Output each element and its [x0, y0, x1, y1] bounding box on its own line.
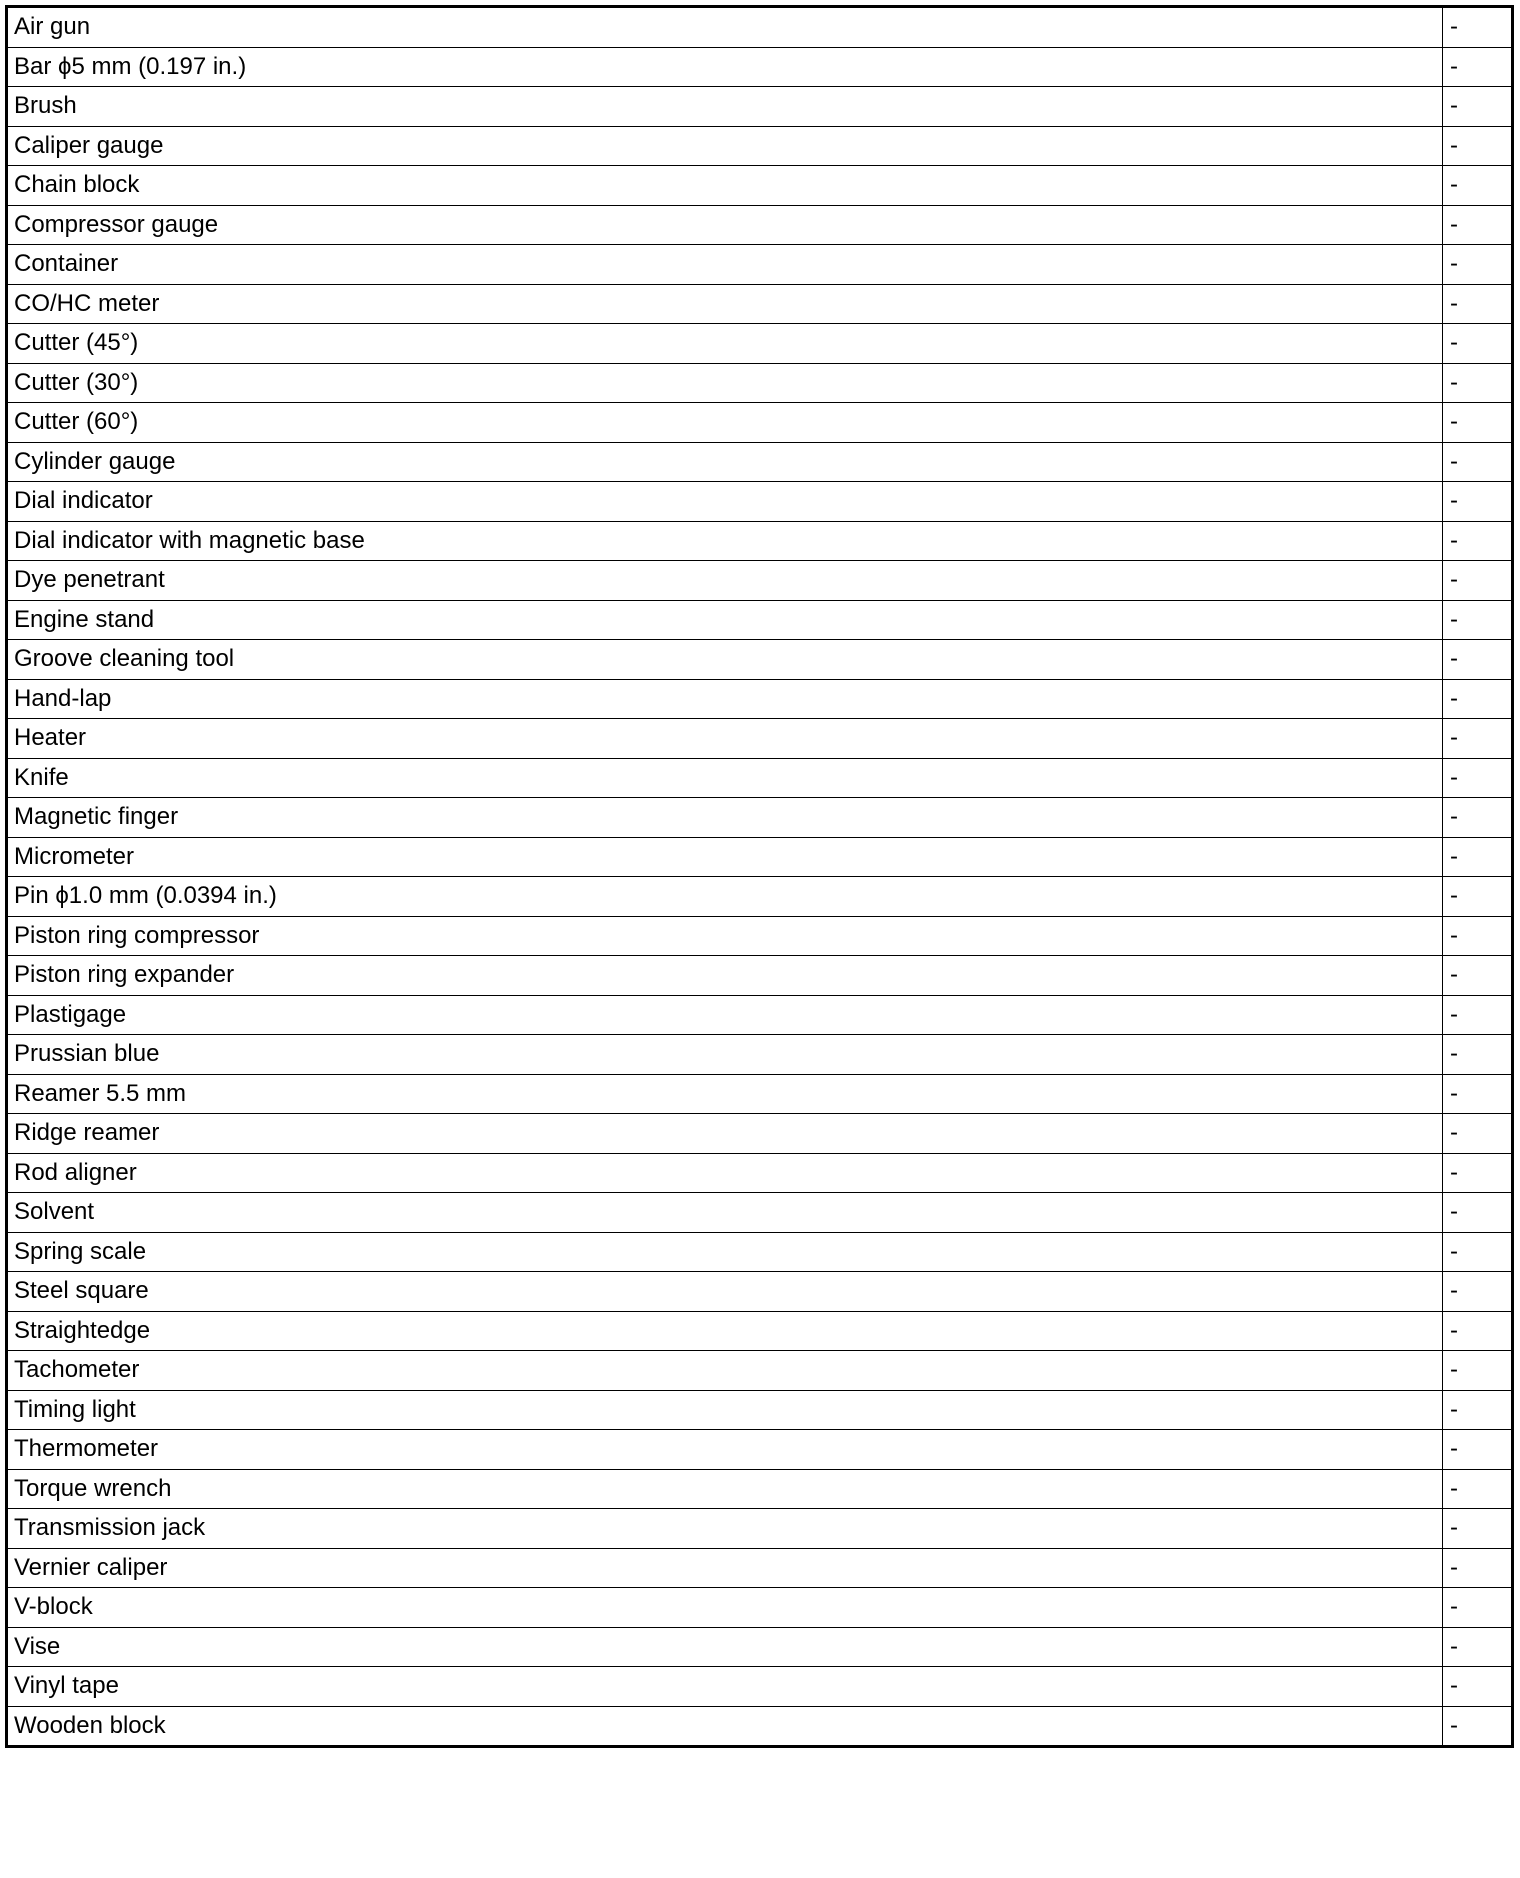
table-row	[7, 956, 1513, 996]
tool-name-cell: Cutter (45°)	[7, 324, 1443, 364]
table-row	[7, 916, 1513, 956]
table-row	[7, 1706, 1513, 1747]
tool-name-cell: V-block	[7, 1588, 1443, 1628]
table-row	[7, 995, 1513, 1035]
tool-name-cell: Vernier caliper	[7, 1548, 1443, 1588]
table-row	[7, 1509, 1513, 1549]
tool-name-cell: Piston ring expander	[7, 956, 1443, 996]
tool-value-cell: -	[1443, 403, 1513, 443]
table-row	[7, 166, 1513, 206]
table-row	[7, 1035, 1513, 1075]
table-row	[7, 7, 1513, 48]
tool-name-cell: Straightedge	[7, 1311, 1443, 1351]
tool-value-cell: -	[1443, 916, 1513, 956]
tool-value-cell: -	[1443, 1351, 1513, 1391]
tool-name-cell: Vise	[7, 1627, 1443, 1667]
table-row	[7, 87, 1513, 127]
tool-name-cell: Container	[7, 245, 1443, 285]
table-row	[7, 1114, 1513, 1154]
table-row	[7, 324, 1513, 364]
tool-value-cell: -	[1443, 1272, 1513, 1312]
tool-name-cell: Bar ϕ5 mm (0.197 in.)	[7, 47, 1443, 87]
tool-name-cell: Prussian blue	[7, 1035, 1443, 1075]
tool-name-cell: Reamer 5.5 mm	[7, 1074, 1443, 1114]
tool-value-cell: -	[1443, 1469, 1513, 1509]
tool-value-cell: -	[1443, 995, 1513, 1035]
tools-table	[5, 5, 1514, 1748]
table-row	[7, 1667, 1513, 1707]
tool-value-cell: -	[1443, 877, 1513, 917]
table-row	[7, 284, 1513, 324]
table-row	[7, 1390, 1513, 1430]
tool-name-cell: Cylinder gauge	[7, 442, 1443, 482]
tool-value-cell: -	[1443, 1074, 1513, 1114]
tool-name-cell: Wooden block	[7, 1706, 1443, 1747]
tool-value-cell: -	[1443, 1311, 1513, 1351]
tool-name-cell: Ridge reamer	[7, 1114, 1443, 1154]
tool-name-cell: Spring scale	[7, 1232, 1443, 1272]
tool-name-cell: Dye penetrant	[7, 561, 1443, 601]
table-row	[7, 403, 1513, 443]
tool-name-cell: Chain block	[7, 166, 1443, 206]
tool-name-cell: Piston ring compressor	[7, 916, 1443, 956]
tool-name-cell: Micrometer	[7, 837, 1443, 877]
tool-value-cell: -	[1443, 561, 1513, 601]
table-row	[7, 363, 1513, 403]
tool-value-cell: -	[1443, 1153, 1513, 1193]
tool-value-cell: -	[1443, 1667, 1513, 1707]
table-row	[7, 1311, 1513, 1351]
tool-value-cell: -	[1443, 1114, 1513, 1154]
tool-value-cell: -	[1443, 87, 1513, 127]
tool-name-cell: Rod aligner	[7, 1153, 1443, 1193]
table-row	[7, 679, 1513, 719]
table-row	[7, 521, 1513, 561]
tool-name-cell: Compressor gauge	[7, 205, 1443, 245]
table-row	[7, 561, 1513, 601]
tool-value-cell: -	[1443, 126, 1513, 166]
tool-name-cell: Vinyl tape	[7, 1667, 1443, 1707]
table-row	[7, 877, 1513, 917]
tool-name-cell: Torque wrench	[7, 1469, 1443, 1509]
table-row	[7, 1430, 1513, 1470]
tool-name-cell: Cutter (60°)	[7, 403, 1443, 443]
tool-value-cell: -	[1443, 1035, 1513, 1075]
table-row	[7, 1272, 1513, 1312]
tool-name-cell: Caliper gauge	[7, 126, 1443, 166]
tool-value-cell: -	[1443, 7, 1513, 48]
tool-value-cell: -	[1443, 1588, 1513, 1628]
tool-name-cell: Air gun	[7, 7, 1443, 48]
tool-value-cell: -	[1443, 521, 1513, 561]
tool-name-cell: Tachometer	[7, 1351, 1443, 1391]
tool-value-cell: -	[1443, 719, 1513, 759]
tool-value-cell: -	[1443, 1706, 1513, 1747]
tool-name-cell: Pin ϕ1.0 mm (0.0394 in.)	[7, 877, 1443, 917]
tool-name-cell: Engine stand	[7, 600, 1443, 640]
tool-value-cell: -	[1443, 1430, 1513, 1470]
tool-value-cell: -	[1443, 1390, 1513, 1430]
table-row	[7, 1351, 1513, 1391]
tool-name-cell: Cutter (30°)	[7, 363, 1443, 403]
tool-name-cell: Transmission jack	[7, 1509, 1443, 1549]
table-row	[7, 126, 1513, 166]
tool-value-cell: -	[1443, 1627, 1513, 1667]
table-row	[7, 442, 1513, 482]
tool-name-cell: CO/HC meter	[7, 284, 1443, 324]
tool-name-cell: Solvent	[7, 1193, 1443, 1233]
tool-value-cell: -	[1443, 1509, 1513, 1549]
tool-name-cell: Hand-lap	[7, 679, 1443, 719]
tool-value-cell: -	[1443, 1193, 1513, 1233]
tools-table-body	[7, 7, 1513, 1747]
tool-value-cell: -	[1443, 482, 1513, 522]
table-row	[7, 1627, 1513, 1667]
tool-value-cell: -	[1443, 758, 1513, 798]
table-row	[7, 758, 1513, 798]
tool-value-cell: -	[1443, 284, 1513, 324]
tool-value-cell: -	[1443, 245, 1513, 285]
table-row	[7, 1153, 1513, 1193]
table-row	[7, 205, 1513, 245]
tool-value-cell: -	[1443, 166, 1513, 206]
table-row	[7, 245, 1513, 285]
tool-name-cell: Dial indicator with magnetic base	[7, 521, 1443, 561]
tool-value-cell: -	[1443, 640, 1513, 680]
tool-name-cell: Thermometer	[7, 1430, 1443, 1470]
table-row	[7, 1548, 1513, 1588]
table-row	[7, 1588, 1513, 1628]
tool-name-cell: Brush	[7, 87, 1443, 127]
tool-name-cell: Heater	[7, 719, 1443, 759]
tool-value-cell: -	[1443, 363, 1513, 403]
tool-name-cell: Steel square	[7, 1272, 1443, 1312]
table-row	[7, 482, 1513, 522]
tool-value-cell: -	[1443, 1232, 1513, 1272]
tool-value-cell: -	[1443, 324, 1513, 364]
table-row	[7, 47, 1513, 87]
tool-value-cell: -	[1443, 47, 1513, 87]
table-row	[7, 1074, 1513, 1114]
table-row	[7, 798, 1513, 838]
tool-value-cell: -	[1443, 956, 1513, 996]
tool-value-cell: -	[1443, 1548, 1513, 1588]
table-row	[7, 1232, 1513, 1272]
tool-value-cell: -	[1443, 600, 1513, 640]
tool-value-cell: -	[1443, 442, 1513, 482]
table-row	[7, 719, 1513, 759]
tool-name-cell: Dial indicator	[7, 482, 1443, 522]
table-row	[7, 1469, 1513, 1509]
tool-value-cell: -	[1443, 798, 1513, 838]
table-row	[7, 640, 1513, 680]
table-row	[7, 1193, 1513, 1233]
tool-value-cell: -	[1443, 837, 1513, 877]
table-row	[7, 837, 1513, 877]
tool-name-cell: Knife	[7, 758, 1443, 798]
tool-name-cell: Plastigage	[7, 995, 1443, 1035]
tool-value-cell: -	[1443, 205, 1513, 245]
tool-name-cell: Groove cleaning tool	[7, 640, 1443, 680]
tool-name-cell: Magnetic finger	[7, 798, 1443, 838]
tool-name-cell: Timing light	[7, 1390, 1443, 1430]
table-row	[7, 600, 1513, 640]
tool-value-cell: -	[1443, 679, 1513, 719]
